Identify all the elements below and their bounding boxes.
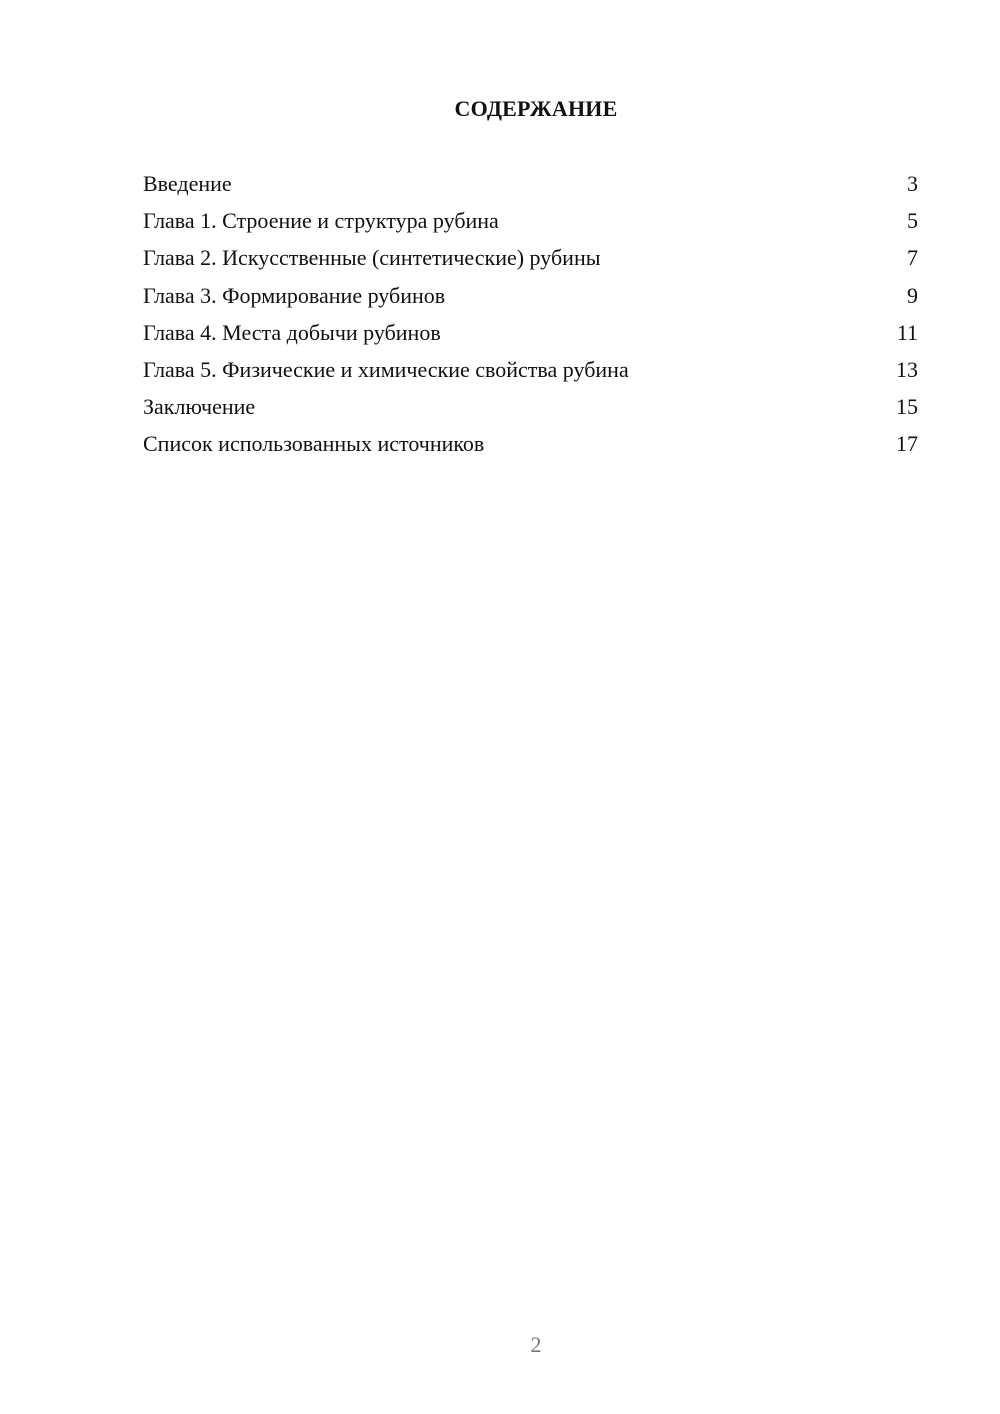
toc-entry-page: 3	[907, 171, 918, 196]
toc-entry-label: Глава 4. Места добычи рубинов	[143, 319, 441, 345]
toc-entry-chapter-5	[143, 354, 918, 391]
toc-entry-page: 15	[896, 394, 918, 420]
page-title: СОДЕРЖАНИЕ	[454, 96, 618, 121]
toc-entry-page: 11	[896, 319, 918, 345]
table-of-contents	[143, 168, 918, 466]
toc-entry-label: Глава 5. Физические и химические свойства рубина	[143, 356, 629, 382]
toc-entry-references	[143, 428, 918, 465]
toc-entry-page: 5	[907, 208, 918, 234]
toc-entry-page: 13	[896, 356, 918, 382]
toc-entry-chapter-3	[143, 280, 918, 317]
toc-entry-label: Глава 2. Искусственные (синтетические) рубины	[143, 245, 601, 271]
page-number: 2	[530, 1332, 542, 1357]
toc-entry-label: Введение	[143, 171, 232, 196]
toc-entry-introduction	[143, 168, 918, 205]
toc-entry-chapter-2	[143, 242, 918, 279]
toc-entry-label: Заключение	[143, 394, 256, 420]
toc-entry-conclusion	[143, 391, 918, 428]
toc-entry-label: Глава 1. Строение и структура рубина	[143, 208, 499, 234]
toc-entry-chapter-1	[143, 205, 918, 242]
toc-entry-chapter-4	[143, 317, 918, 354]
toc-entry-page: 9	[907, 282, 918, 308]
toc-entry-label: Список использованных источников	[143, 431, 485, 457]
toc-entry-page: 7	[907, 245, 918, 271]
toc-entry-label: Глава 3. Формирование рубинов	[143, 282, 446, 308]
toc-entry-page: 17	[896, 431, 918, 457]
